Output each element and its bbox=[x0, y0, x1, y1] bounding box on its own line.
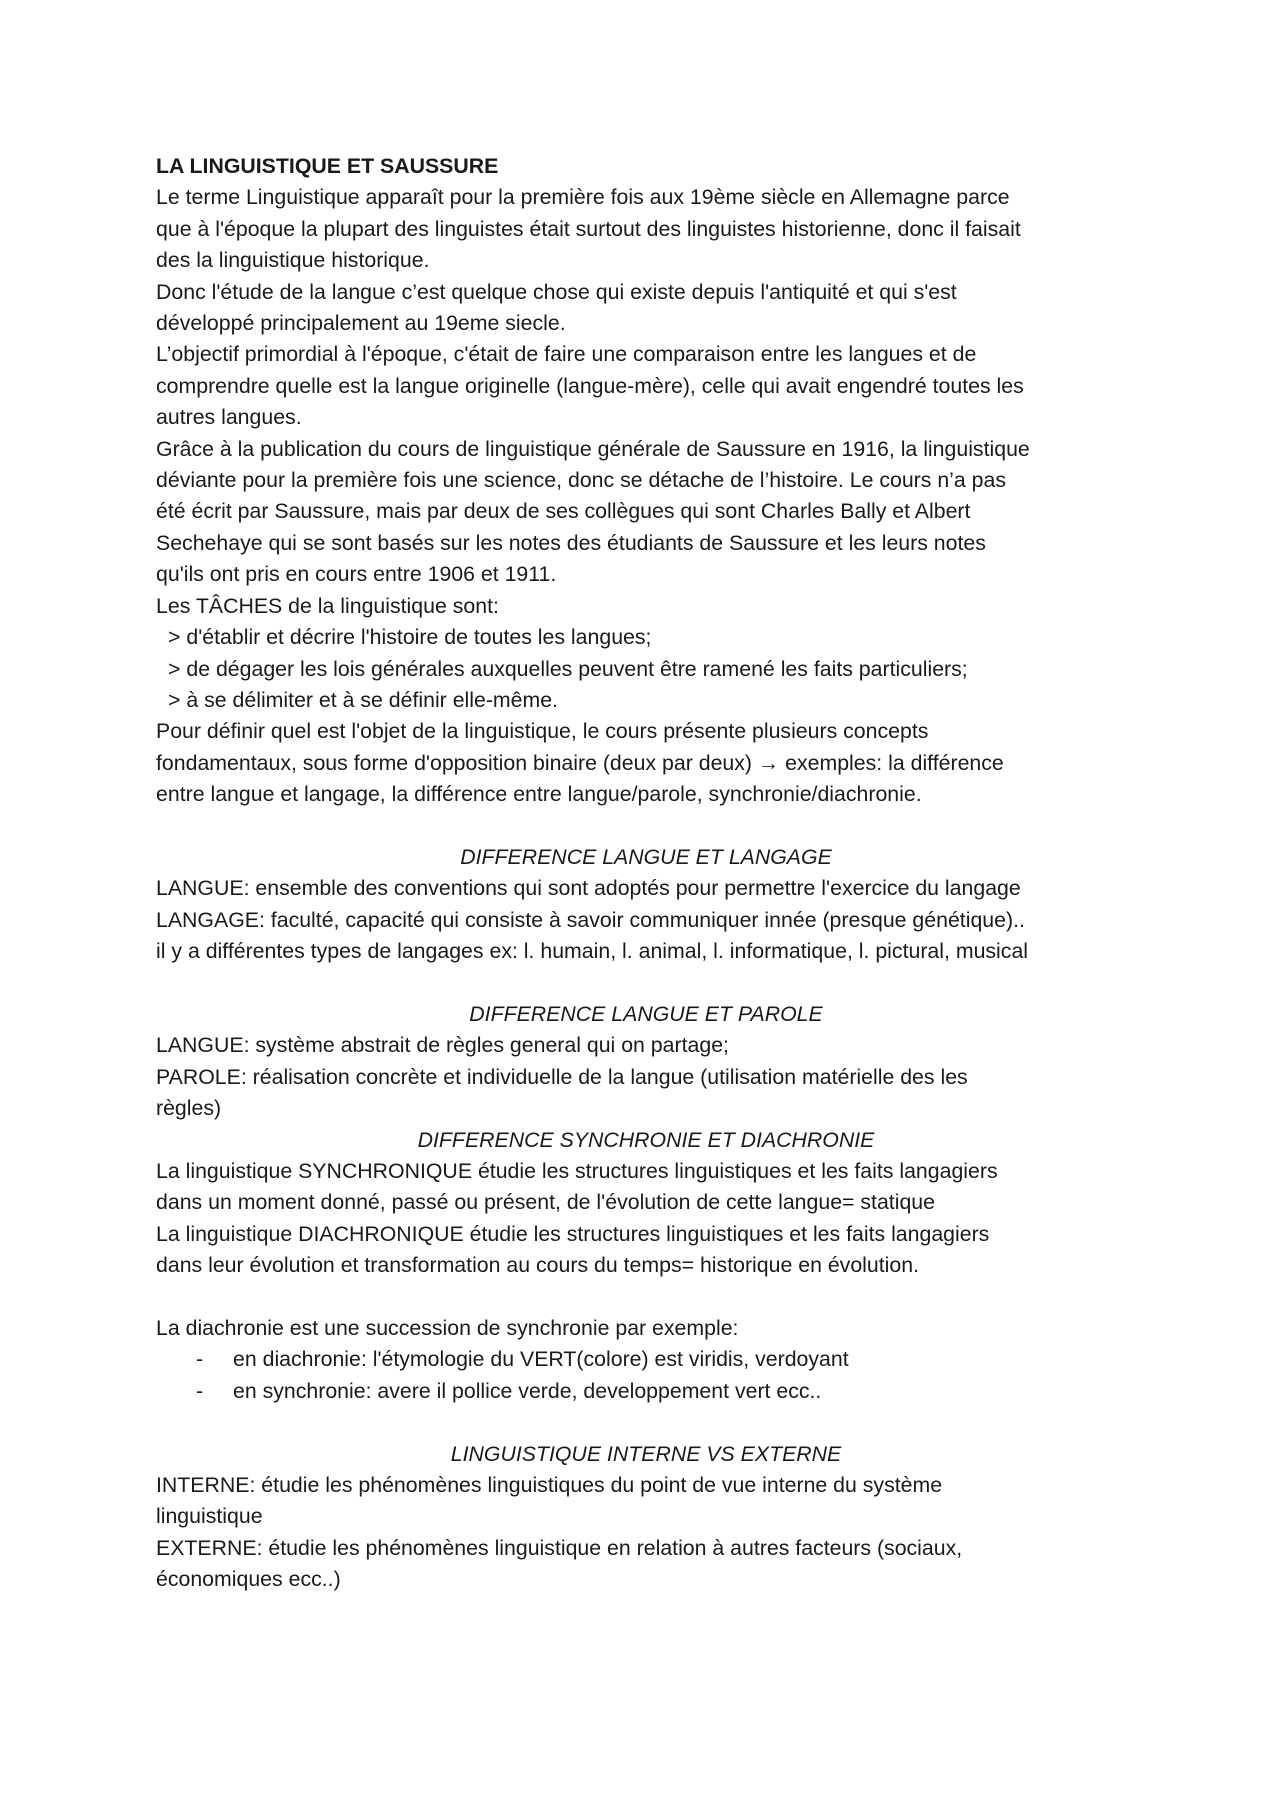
text-line: règles) bbox=[156, 1096, 222, 1121]
task-item: > d'établir et décrire l'histoire de toutes les langues; bbox=[168, 625, 652, 650]
text-line: INTERNE: étudie les phénomènes linguistiques du point de vue interne du système bbox=[156, 1473, 943, 1497]
bullet-text: en synchronie: avere il pollice verde, developpement vert ecc.. bbox=[233, 1378, 822, 1403]
text-line: autres langues. bbox=[156, 405, 302, 430]
bullet-marker: - bbox=[196, 1347, 204, 1372]
task-item: > de dégager les lois générales auxquelles peuvent être ramené les faits particuliers; bbox=[168, 656, 968, 681]
bullet-item bbox=[156, 1344, 1136, 1375]
intro-paragraphs bbox=[156, 182, 1136, 622]
section-heading: DIFFERENCE SYNCHRONIE ET DIACHRONIE bbox=[417, 1127, 875, 1152]
section-heading: LINGUISTIQUE INTERNE VS EXTERNE bbox=[450, 1441, 842, 1466]
text-line: déviante pour la première fois une science, donc se détache de l’histoire. Le cours n’a pas bbox=[156, 468, 1007, 493]
text-line: économiques ecc..) bbox=[156, 1567, 341, 1592]
bullet-marker: - bbox=[196, 1378, 204, 1403]
section-langue-parole bbox=[156, 999, 1136, 1125]
section-interne-externe bbox=[156, 1439, 1136, 1596]
text-line: LANGUE: ensemble des conventions qui sont adoptés pour permettre l'exercice du langage bbox=[156, 876, 1021, 901]
document-page bbox=[156, 151, 1136, 1596]
text-line: dans un moment donné, passé ou présent, de l'évolution de cette langue= statique bbox=[156, 1190, 935, 1215]
text-line: été écrit par Saussure, mais par deux de ses collègues qui sont Charles Bally et Albert bbox=[156, 499, 971, 524]
text-line: PAROLE: réalisation concrète et individuelle de la langue (utilisation matérielle des les bbox=[156, 1064, 968, 1089]
spacer bbox=[156, 1282, 1136, 1313]
text-line: EXTERNE: étudie les phénomènes linguistique en relation à autres facteurs (sociaux, bbox=[156, 1535, 963, 1560]
spacer bbox=[156, 968, 1136, 999]
example-intro: La diachronie est une succession de synchronie par exemple: bbox=[156, 1315, 739, 1340]
concepts-paragraph bbox=[156, 716, 1136, 810]
text-line: fondamentaux, sous forme d'opposition binaire (deux par deux) → exemples: la différence bbox=[156, 750, 1004, 775]
text-line: Grâce à la publication du cours de linguistique générale de Saussure en 1916, la linguistique bbox=[156, 436, 1030, 461]
text-line: L’objectif primordial à l'époque, c'était de faire une comparaison entre les langues et de bbox=[156, 342, 977, 367]
text-line: qu'ils ont pris en cours entre 1906 et 1911. bbox=[156, 562, 557, 587]
section-heading: DIFFERENCE LANGUE ET PAROLE bbox=[469, 1001, 823, 1026]
spacer bbox=[156, 1407, 1136, 1438]
bullet-item bbox=[156, 1376, 1136, 1407]
text-line: Sechehaye qui se sont basés sur les notes des étudiants de Saussure et les leurs notes bbox=[156, 530, 986, 555]
text-line: il y a différentes types de langages ex: l. humain, l. animal, l. informatique, l. pictural, musical bbox=[156, 939, 1029, 964]
text-line: Le terme Linguistique apparaît pour la première fois aux 19ème siècle en Allemagne parce bbox=[156, 185, 1010, 210]
spacer bbox=[156, 811, 1136, 842]
text-line: comprendre quelle est la langue originelle (langue-mère), celle qui avait engendré toutes les bbox=[156, 373, 1024, 398]
text-line: linguistique bbox=[156, 1504, 263, 1529]
section-synchronie-diachronie bbox=[156, 1125, 1136, 1408]
section-heading: DIFFERENCE LANGUE ET LANGAGE bbox=[460, 844, 832, 869]
task-item: > à se délimiter et à se définir elle-même. bbox=[168, 687, 559, 712]
text-line: dans leur évolution et transformation au cours du temps= historique en évolution. bbox=[156, 1253, 919, 1278]
text-line: entre langue et langage, la différence entre langue/parole, synchronie/diachronie. bbox=[156, 782, 922, 807]
tasks-list bbox=[156, 622, 1136, 716]
text-line: LANGAGE: faculté, capacité qui consiste à savoir communiquer innée (presque génétique).. bbox=[156, 907, 1025, 932]
text-line: des la linguistique historique. bbox=[156, 248, 430, 273]
text-line: Donc l'étude de la langue c’est quelque chose qui existe depuis l'antiquité et qui s'est bbox=[156, 279, 957, 304]
bullet-text: en diachronie: l'étymologie du VERT(colore) est viridis, verdoyant bbox=[233, 1347, 849, 1372]
document-title: LA LINGUISTIQUE ET SAUSSURE bbox=[156, 154, 499, 178]
text-line: Les TÂCHES de la linguistique sont: bbox=[156, 593, 499, 618]
text-line: Pour définir quel est l'objet de la linguistique, le cours présente plusieurs concepts bbox=[156, 719, 929, 744]
text-line: développé principalement au 19eme siecle. bbox=[156, 311, 566, 336]
section-langue-langage bbox=[156, 842, 1136, 968]
text-line: que à l'époque la plupart des linguistes était surtout des linguistes historienne, donc il faisait bbox=[156, 216, 1021, 241]
text-line: La linguistique DIACHRONIQUE étudie les structures linguistiques et les faits langagiers bbox=[156, 1221, 990, 1246]
text-line: La linguistique SYNCHRONIQUE étudie les structures linguistiques et les faits langagiers bbox=[156, 1158, 998, 1183]
text-line: LANGUE: système abstrait de règles general qui on partage; bbox=[156, 1033, 729, 1058]
